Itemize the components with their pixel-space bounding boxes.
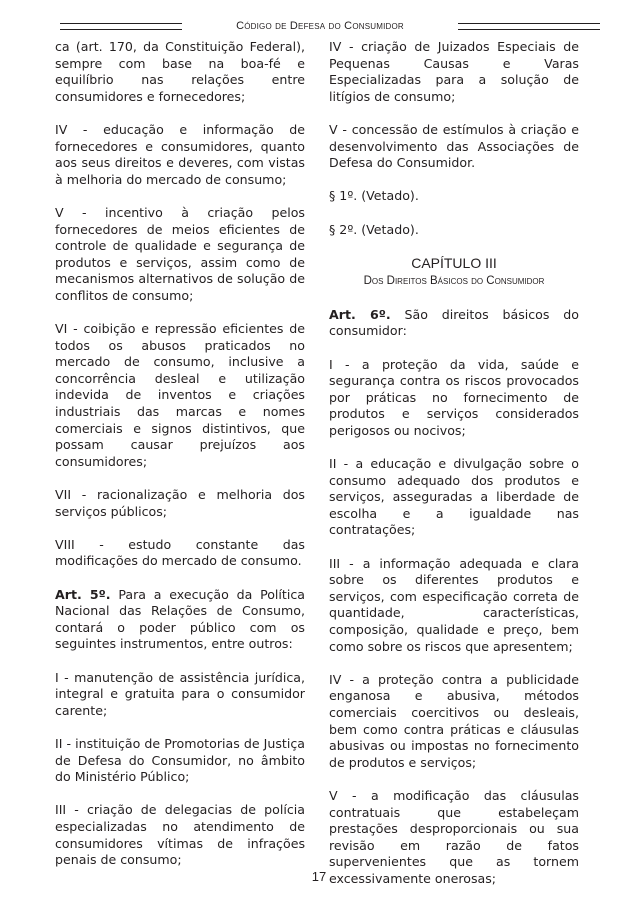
header-rule-right	[458, 23, 600, 30]
paragraph-item-vii: VII - racionalização e melhoria dos serviços públicos;	[55, 487, 305, 519]
running-title: Código de Defesa do Consumidor	[236, 20, 404, 32]
paragraph-art5-item-iii: III - criação de delegacias de polícia especializadas no atendimento de consumidores vítimas de infrações penais de consumo;	[55, 802, 305, 868]
right-column	[329, 39, 579, 888]
paragraph-art6-item-ii: II - a educação e divulgação sobre o consumo adequado dos produtos e serviços, asseguradas a liberdade de escolha e a igualdade nas contratações;	[329, 456, 579, 538]
paragraph-art-6: Art. 6º. São direitos básicos do consumidor:	[329, 306, 580, 339]
header-rule-left	[60, 23, 182, 30]
paragraph-art5-item-ii: II - instituição de Promotorias de Justiça de Defesa do Consumidor, no âmbito do Ministério Público;	[55, 735, 305, 785]
chapter-subtitle: Dos Direitos Básicos do Consumidor	[363, 274, 545, 287]
paragraph-continuation: ca (art. 170, da Constituição Federal), sempre com base na boa-fé e equilíbrio nas relações entre consumidores e fornecedores;	[55, 39, 305, 104]
paragraph-art6-item-i: I - a proteção da vida, saúde e segurança contra os riscos provocados por práticas no fornecimento de produtos e serviços considerados perigosos ou nocivos;	[329, 356, 579, 438]
paragraph-item-viii: VIII - estudo constante das modificações do mercado de consumo.	[55, 536, 305, 569]
page-number: 17	[311, 869, 327, 884]
paragraph-art6-item-iii: III - a informação adequada e clara sobre os diferentes produtos e serviços, com especificação correta de quantidade, características, composição, qualidade e preço, bem como sobre os riscos que apresentem;	[329, 555, 579, 654]
running-header	[60, 14, 600, 40]
paragraph-art5-item-iv: IV - criação de Juizados Especiais de Pequenas Causas e Varas Especializadas para a solução de litígios de consumo;	[329, 39, 579, 104]
paragraph-item-iv: IV - educação e informação de fornecedores e consumidores, quanto aos seus direitos e deveres, com vistas à melhoria do mercado de consumo;	[55, 121, 305, 187]
paragraph-art-5: Art. 5º. Para a execução da Política Nacional das Relações de Consumo, contará o poder público com os seguintes instrumentos, entre outros:	[55, 586, 305, 652]
article-label: Art. 5º.	[55, 586, 111, 602]
paragraph-art5-item-i: I - manutenção de assistência jurídica, integral e gratuita para o consumidor carente;	[55, 669, 305, 718]
paragraph-art6-item-iv: IV - a proteção contra a publicidade enganosa e abusiva, métodos comerciais coercitivos ou desleais, bem como contra práticas e cláusulas abusivas ou impostas no fornecimento de produtos e serviços;	[329, 671, 579, 770]
paragraph-art6-item-v: V - a modificação das cláusulas contratuais que estabeleçam prestações desproporcionais ou sua revisão em razão de fatos supervenientes que as tornem excessivamente onerosas;	[329, 787, 579, 886]
paragraph-item-vi: VI - coibição e repressão eficientes de todos os abusos praticados no mercado de consumo, inclusive a concorrência desleal e utilização indevida de inventos e criações industriais das marcas e nomes comerciais e signos distintivos, que possam causar prejuízos aos consumidores;	[55, 321, 305, 469]
chapter-title: CAPÍTULO III	[411, 254, 497, 271]
left-column	[55, 39, 305, 869]
paragraph-section-2: § 2º. (Vetado).	[329, 221, 419, 237]
paragraph-item-v: V - incentivo à criação pelos fornecedores de meios eficientes de controle de qualidade e segurança de produtos e serviços, assim como de mecanismos alternativos de solução de conflitos de consumo;	[55, 204, 305, 303]
paragraph-art5-item-v: V - concessão de estímulos à criação e desenvolvimento das Associações de Defesa do Consumidor.	[329, 121, 579, 171]
paragraph-section-1: § 1º. (Vetado).	[329, 188, 419, 204]
article-label: Art. 6º.	[329, 306, 391, 322]
